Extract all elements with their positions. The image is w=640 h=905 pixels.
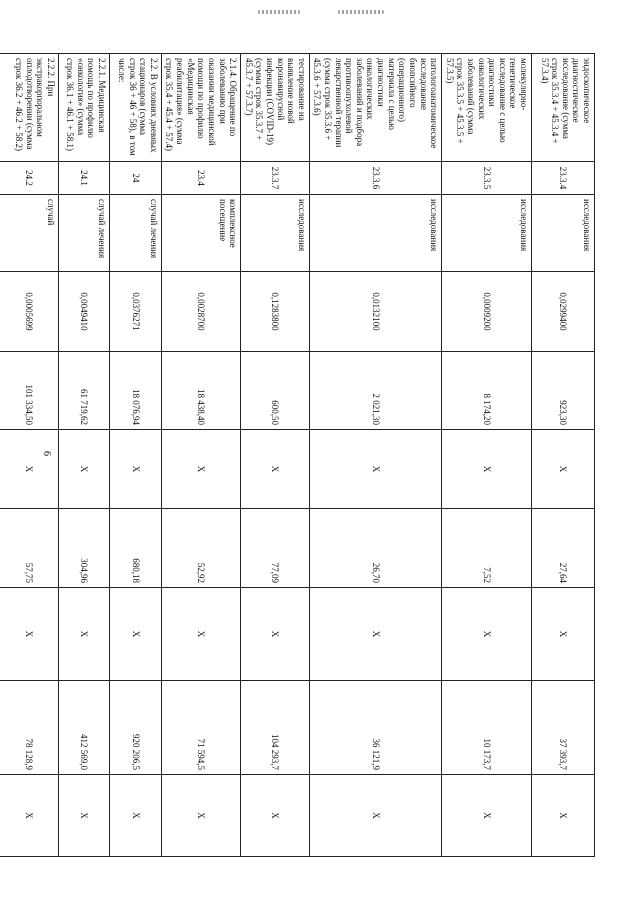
row-col10: Х	[442, 775, 532, 857]
row-name: тестирование на выявление новой коронавирусной инфекции (COVID-19) (сумма строк 35.3.7 + 45.3.7 + 57.3.7)	[241, 54, 310, 162]
row-col10: Х	[309, 775, 441, 857]
row-code: 24.1	[58, 162, 109, 195]
row-name: эндоскопическое диагностическое исследование (сумма строк 35.3.4 + 45.3.4 + 57.3.4)	[532, 54, 595, 162]
row-col6: Х	[0, 430, 58, 509]
row-name: 2.2.2. При экстракорпоральном оплодотворении (сумма строк 36.2 + 46.2 + 58.2)	[0, 54, 58, 162]
row-col7: 57,75	[0, 509, 58, 588]
row-col8: Х	[0, 588, 58, 681]
row-col6: Х	[532, 430, 595, 509]
row-code: 24	[109, 162, 161, 195]
row-name: 2.2.1. Медицинская помощь по профилю «онкология» (сумма строк 36.1 + 46.1 + 58.1)	[58, 54, 109, 162]
row-cost: 8 174,20	[442, 352, 532, 430]
row-norm: 0,0132100	[309, 272, 441, 352]
row-name: 2.1.4. Обращение по заболеванию при оказании медицинской помощи по профилю «Медицинская реабилитация» (сумма строк 35.4 + 45.4 + 57.4)	[161, 54, 240, 162]
row-col9: 36 121,9	[309, 681, 441, 775]
row-col8: Х	[109, 588, 161, 681]
table-row	[309, 54, 441, 857]
row-col9: 71 594,5	[161, 681, 240, 775]
row-norm: 0,0299400	[532, 272, 595, 352]
table-row	[161, 54, 240, 857]
row-col8: Х	[161, 588, 240, 681]
row-col7: 7,52	[442, 509, 532, 588]
row-col9: 104 293,7	[241, 681, 310, 775]
scan-artifact-right	[338, 10, 384, 14]
row-col6: Х	[109, 430, 161, 509]
row-col6: Х	[309, 430, 441, 509]
table-row	[532, 54, 595, 857]
row-col9: 37 393,7	[532, 681, 595, 775]
row-col10: Х	[109, 775, 161, 857]
row-code: 23.3.6	[309, 162, 441, 195]
table-row	[109, 54, 161, 857]
rotated-table-frame	[14, 53, 640, 819]
row-name: молекулярно-генетическое исследование с целью диагностики онкологических заболеваний (сумма строк 35.3.5 + 45.3.5 + 57.3.5)	[442, 54, 532, 162]
row-code: 23.3.5	[442, 162, 532, 195]
row-norm: 0,0009200	[442, 272, 532, 352]
row-name: 2.2. В условиях дневных стационаров (сумма строк 36 + 46 + 58), в том числе:	[109, 54, 161, 162]
row-col6: Х	[241, 430, 310, 509]
row-name: патологоанатомическое исследование биопсийного (операционного) материала с целью диагностики онкологических заболеваний и подбора противоопухолевой лекарственной терапии (сумма строк 35.3.6 + 45.3.6 + 57.3.6)	[309, 54, 441, 162]
row-col10: Х	[161, 775, 240, 857]
row-cost: 101 334,50	[0, 352, 58, 430]
row-col7: 304,96	[58, 509, 109, 588]
table-row	[442, 54, 532, 857]
table-row	[58, 54, 109, 857]
row-col8: Х	[58, 588, 109, 681]
row-col6: Х	[58, 430, 109, 509]
row-col8: Х	[532, 588, 595, 681]
row-code: 24.2	[0, 162, 58, 195]
row-col6: Х	[442, 430, 532, 509]
row-cost: 61 719,62	[58, 352, 109, 430]
row-code: 23.4	[161, 162, 240, 195]
row-col9: 920 206,5	[109, 681, 161, 775]
row-col10: Х	[532, 775, 595, 857]
data-table	[0, 53, 595, 857]
row-col10: Х	[58, 775, 109, 857]
table-body	[0, 54, 595, 857]
rotated-table	[14, 53, 595, 856]
row-unit: исследования	[309, 195, 441, 272]
row-norm: 0,0028700	[161, 272, 240, 352]
row-col7: 27,64	[532, 509, 595, 588]
row-unit: случай	[0, 195, 58, 272]
page-number: 6	[41, 451, 52, 456]
row-code: 23.3.7	[241, 162, 310, 195]
row-unit: комплексное посещение	[161, 195, 240, 272]
table-row	[241, 54, 310, 857]
row-cost: 18 076,94	[109, 352, 161, 430]
row-unit: случай лечения	[109, 195, 161, 272]
row-col10: Х	[241, 775, 310, 857]
row-col9: 10 173,7	[442, 681, 532, 775]
row-col7: 680,18	[109, 509, 161, 588]
row-col8: Х	[241, 588, 310, 681]
row-col7: 26,70	[309, 509, 441, 588]
row-cost: 600,50	[241, 352, 310, 430]
row-col6: Х	[161, 430, 240, 509]
row-col8: Х	[309, 588, 441, 681]
row-col9: 78 128,9	[0, 681, 58, 775]
row-col10: Х	[0, 775, 58, 857]
row-cost: 18 438,40	[161, 352, 240, 430]
row-cost: 923,30	[532, 352, 595, 430]
row-col7: 77,09	[241, 509, 310, 588]
row-col9: 412 569,0	[58, 681, 109, 775]
row-unit: исследования	[442, 195, 532, 272]
row-norm: 0,1283800	[241, 272, 310, 352]
row-unit: случай лечения	[58, 195, 109, 272]
row-code: 23.3.4	[532, 162, 595, 195]
scan-artifact-left	[258, 10, 300, 14]
table-row	[0, 54, 58, 857]
row-unit: исследования	[532, 195, 595, 272]
row-col7: 52,92	[161, 509, 240, 588]
row-norm: 0,0376271	[109, 272, 161, 352]
row-col8: Х	[442, 588, 532, 681]
row-norm: 0,0049410	[58, 272, 109, 352]
row-cost: 2 021,30	[309, 352, 441, 430]
row-norm: 0,0005699	[0, 272, 58, 352]
row-unit: исследования	[241, 195, 310, 272]
